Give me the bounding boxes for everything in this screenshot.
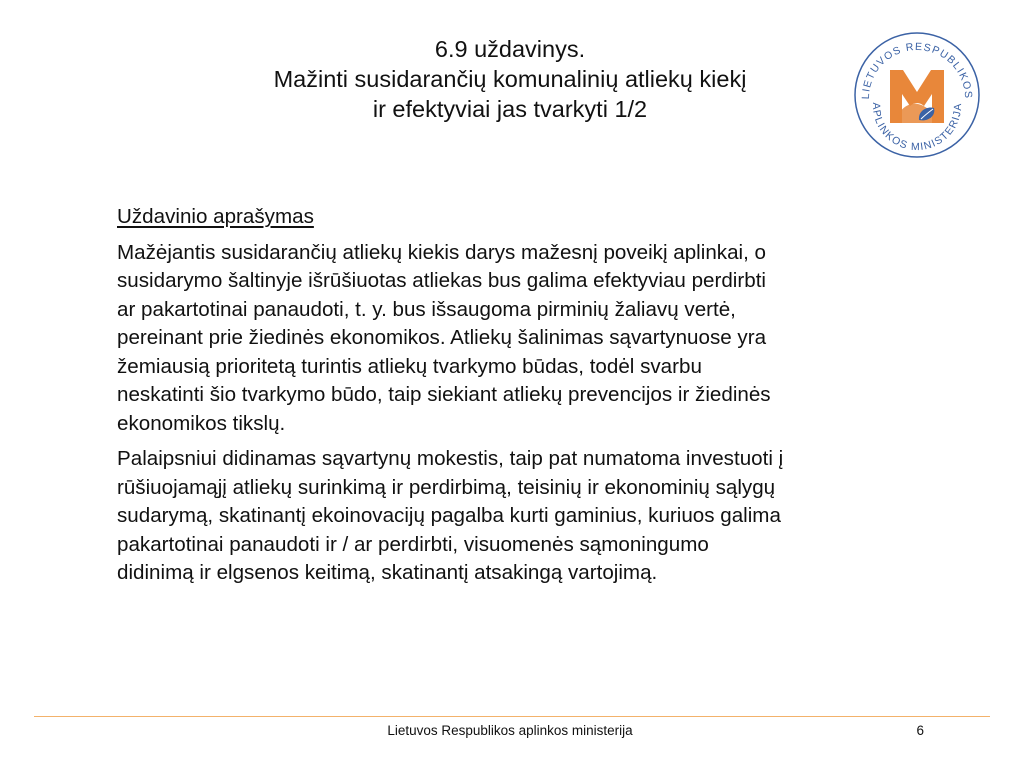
slide-title bbox=[160, 34, 860, 124]
text-line: pakartotinai panaudoti ir / ar perdirbti, visuomenės sąmoningumo bbox=[117, 532, 709, 556]
text-line: ekonomikos tikslų. bbox=[117, 411, 286, 435]
text-line: ar pakartotinai panaudoti, t. y. bus išsaugoma pirminių žaliavų vertė, bbox=[117, 297, 736, 321]
text-line: žemiausią prioritetą turintis atliekų tvarkymo būdas, todėl svarbu bbox=[117, 354, 702, 378]
text-line: Palaipsniui didinamas sąvartynų mokestis, taip pat numatoma investuoti į bbox=[117, 447, 784, 470]
logo-text-top: LIETUVOS RESPUBLIKOS bbox=[859, 40, 975, 100]
text-line: pereinant prie žiedinės ekonomikos. Atliekų šalinimas sąvartynuose yra bbox=[117, 326, 767, 349]
text-line: susidarymo šaltinyje išrūšiuotas atliekas bus galima efektyviau perdirbti bbox=[117, 269, 766, 292]
footer-divider bbox=[34, 716, 990, 717]
text-line: sudarymą, skatinantį ekoinovacijų pagalba kurti gaminius, kuriuos galima bbox=[117, 504, 781, 527]
title-line-1: 6.9 uždavinys. bbox=[434, 36, 586, 62]
text-line: didinimą ir elgsenos keitimą, skatinantį atsakingą vartojimą. bbox=[117, 561, 658, 584]
slide-body bbox=[117, 203, 947, 595]
logo-text-bottom: APLINKOS MINISTERIJA bbox=[869, 102, 965, 154]
title-line-2: Mažinti susidarančių komunalinių atliekų kiekį bbox=[273, 66, 747, 92]
title-line-3: ir efektyviai jas tvarkyti 1/2 bbox=[372, 96, 648, 122]
text-line: rūšiuojamąjį atliekų surinkimą ir perdirbimą, teisinių ir ekonominių sąlygų bbox=[117, 475, 776, 499]
ministry-logo bbox=[852, 30, 982, 160]
paragraph-2 bbox=[117, 445, 947, 588]
text-line: Mažėjantis susidarančių atliekų kiekis darys mažesnį poveikį aplinkai, o bbox=[117, 240, 767, 264]
text-line: neskatinti šio tvarkymo būdo, taip siekiant atliekų prevencijos ir žiedinės bbox=[117, 383, 771, 406]
paragraph-1 bbox=[117, 239, 947, 439]
footer-organization: Lietuvos Respublikos aplinkos ministerija bbox=[387, 723, 633, 738]
section-heading: Uždavinio aprašymas bbox=[117, 205, 314, 228]
logo-mark bbox=[890, 70, 944, 123]
page-number: 6 bbox=[916, 723, 924, 738]
